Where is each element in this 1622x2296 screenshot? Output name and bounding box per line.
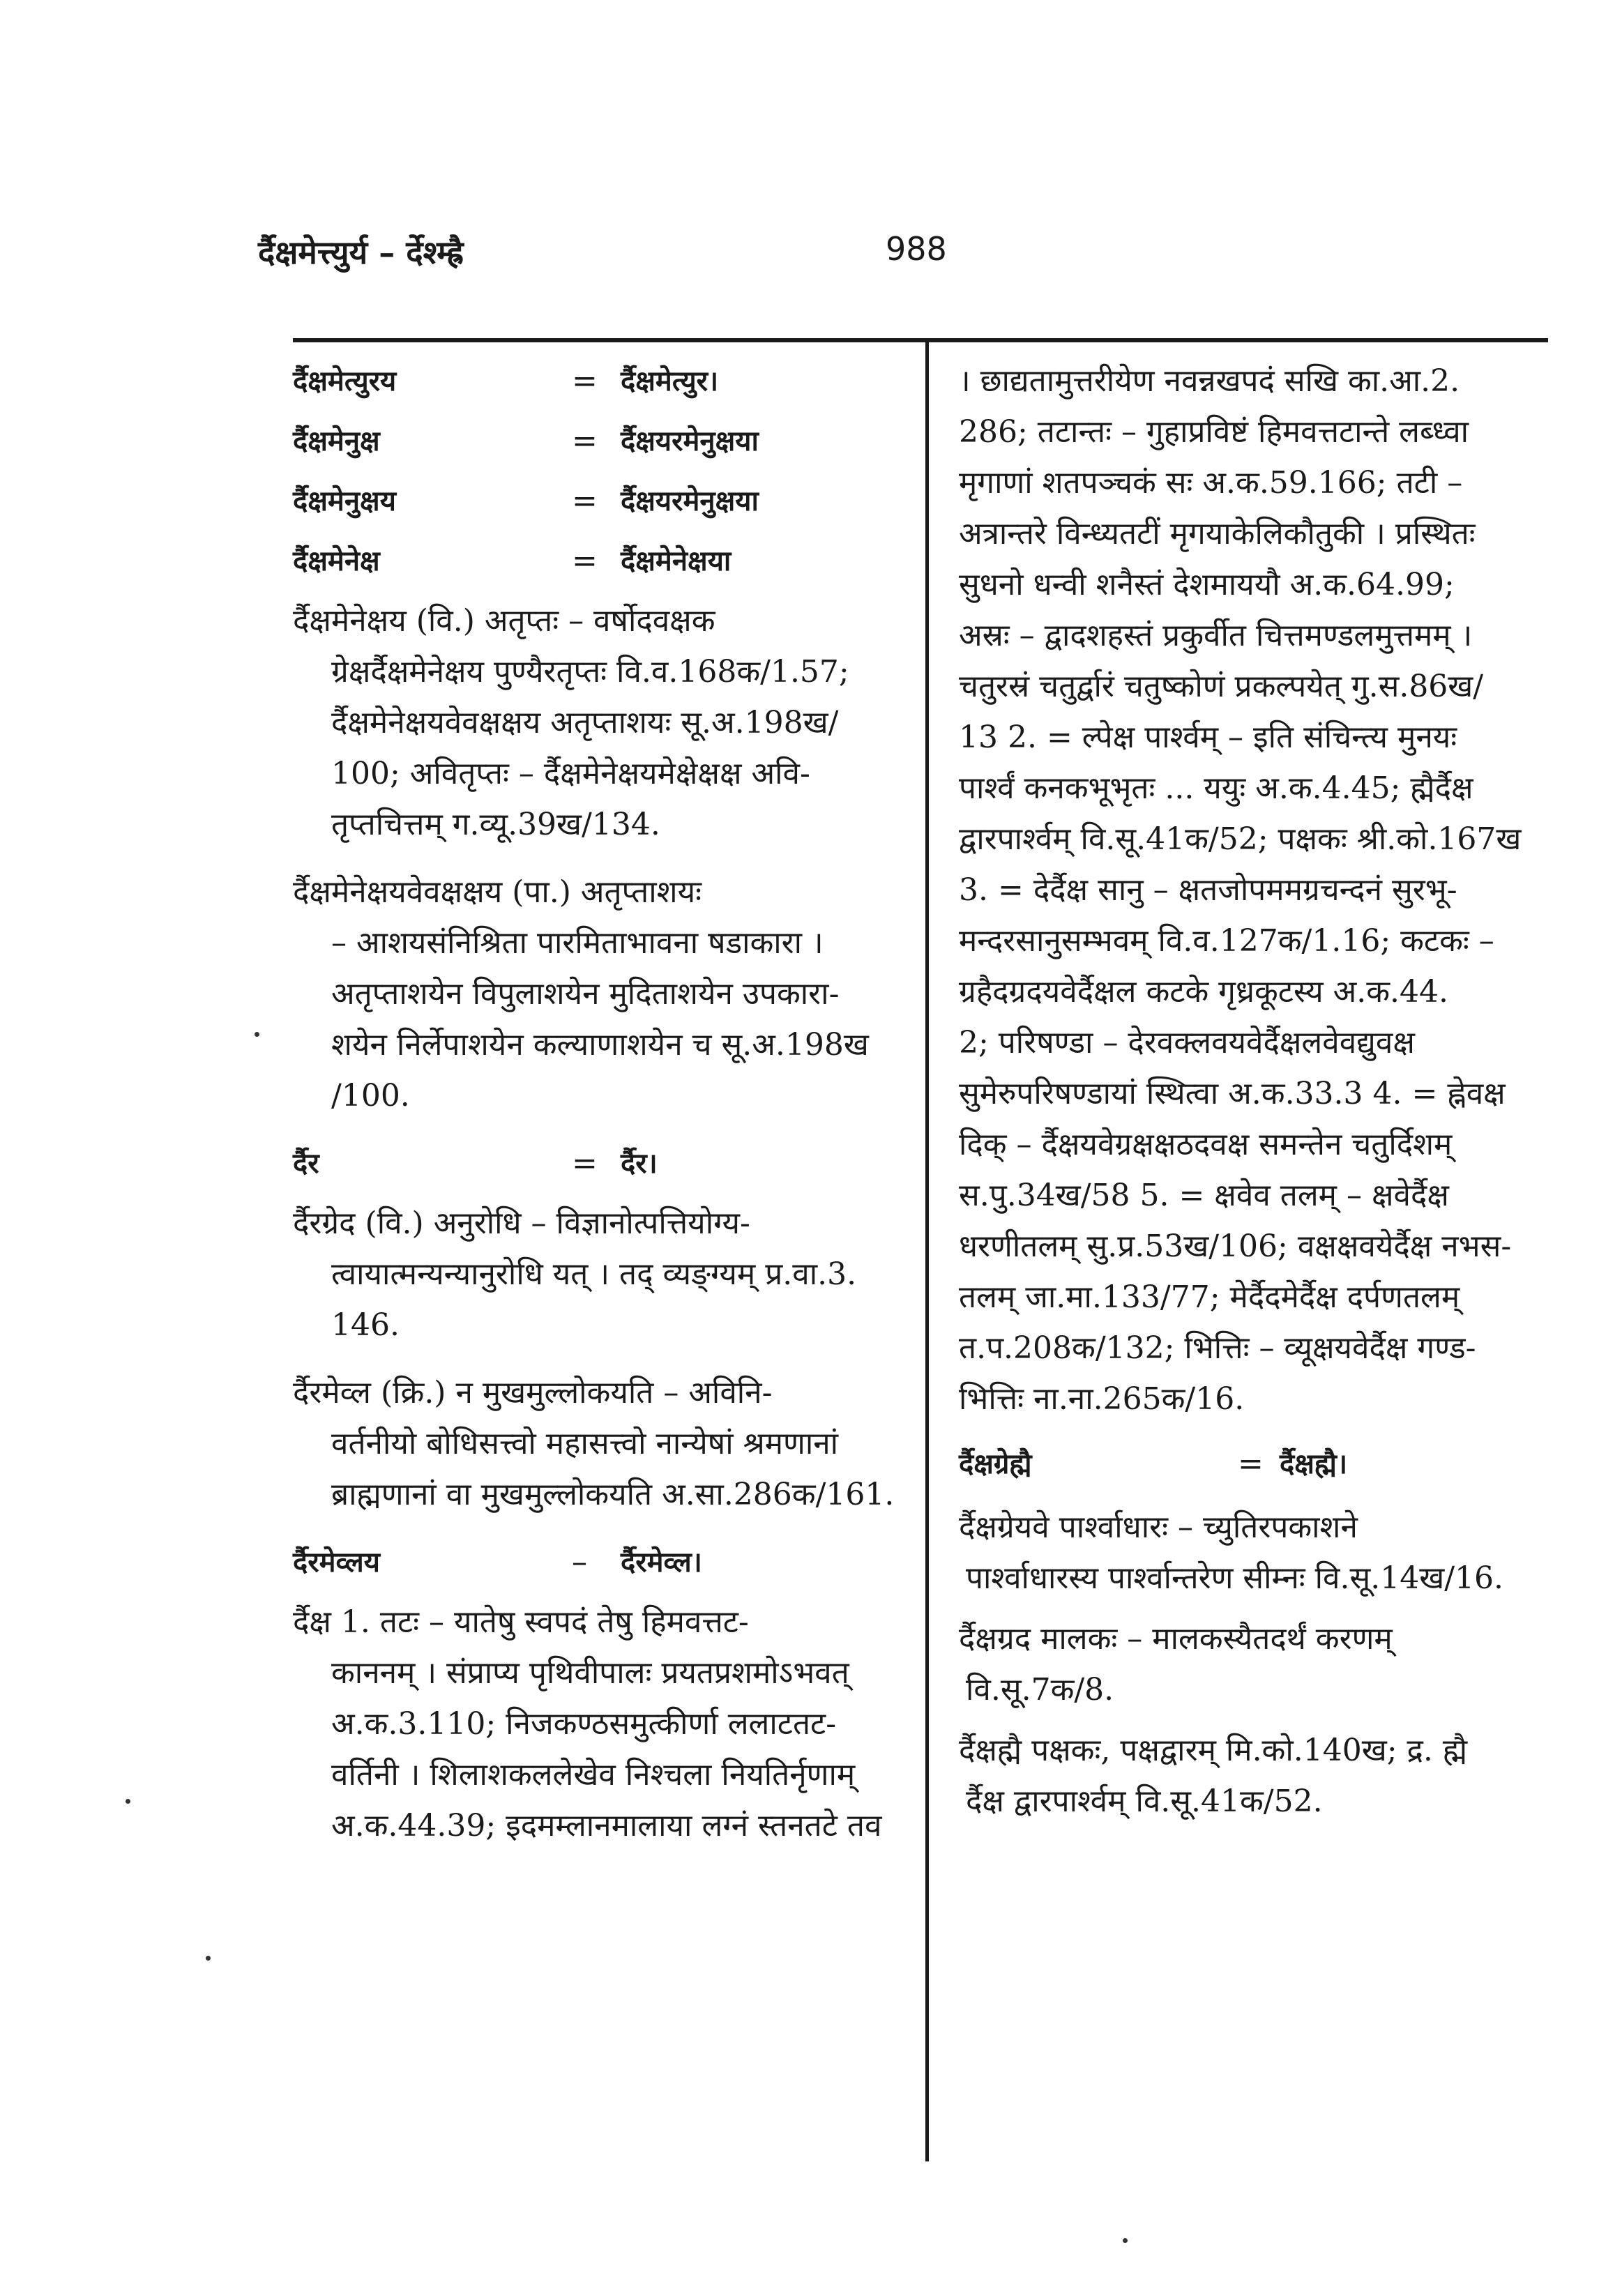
entry-line: मृगाणां शतपञ्चकं सः अ.क.59.166; तटी – — [959, 465, 1463, 501]
entry-line: वि.सू.7क/8. — [966, 1672, 1114, 1708]
entry-line: सुमेरुपरिषण्डायां स्थित्वा अ.क.33.3 4. = ह्नेवक्ष — [959, 1076, 1506, 1111]
headword: र्दैर — [293, 1147, 319, 1180]
entry-line: सुधनो धन्वी शनैस्तं देशमाययौ अ.क.64.99; — [959, 567, 1455, 602]
entry-line: र्दैक्षग्रेयवे पार्श्वाधारः – च्युतिरपकाशने — [959, 1510, 1358, 1545]
entry-line: शयेन निर्लेपाशयेन कल्याणाशयेन च सू.अ.198ख — [331, 1027, 869, 1063]
scan-speck — [1123, 2238, 1128, 2243]
dictionary-entry — [293, 1597, 907, 1851]
entry-line: मन्दरसानुसम्भवम् वि.व.127क/1.16; कटकः – — [959, 923, 1494, 959]
equals-sign: = — [572, 483, 598, 519]
xref-entry — [293, 416, 907, 466]
entry-line: 146. — [331, 1307, 400, 1343]
entry-line: अतृप्ताशयेन विपुलाशयेन मुदिताशयेन उपकारा- — [331, 976, 840, 1012]
entry-line: र्दैक्ष द्वारपार्श्वम् वि.सू.41क/52. — [966, 1784, 1323, 1819]
right-column — [959, 356, 1548, 1832]
entry-line: 100; अवितृप्तः – र्दैक्षमेनेक्षयमेक्षेक्षक्ष अवि- — [331, 756, 810, 791]
entry-line: /100. — [331, 1078, 410, 1113]
entry-line: ग्रहैदग्रदयवेर्दैक्षल कटके गृध्रकूटस्य अ.क.44. — [959, 974, 1448, 1010]
entry-line: धरणीतलम् सु.प्र.53ख/106; वक्षक्षवयेर्दैक्ष नभस- — [959, 1229, 1512, 1264]
entry-line: द्वारपार्श्वम् वि.सू.41क/52; पक्षकः श्री.को.167ख — [959, 821, 1522, 857]
equals-sign: = — [1238, 1446, 1264, 1482]
xref-entry — [293, 1537, 907, 1588]
dictionary-entry — [959, 1613, 1548, 1715]
equals-sign: = — [572, 423, 598, 459]
entry-line: भित्तिः ना.ना.265क/16. — [959, 1381, 1245, 1417]
entry-line: वर्तनीयो बोधिसत्त्वो महासत्त्वो नान्येषां श्रमणानां — [331, 1426, 839, 1461]
xref-target: र्दैक्षयरमेनुक्षया — [621, 425, 759, 457]
xref-target: र्दैक्षमेत्युर। — [621, 365, 719, 397]
headword: र्दैक्षग्रेह्मै — [959, 1447, 1032, 1480]
entry-line: । छाद्यतामुत्तरीयेण नवन्नखपदं सखि का.आ.2. — [959, 363, 1460, 399]
entry-line: तलम् जा.मा.133/77; मेर्दैदमेर्दैक्ष दर्पणतलम् — [959, 1279, 1460, 1315]
entry-line: अ.क.44.39; इदमम्लानमालाया लग्नं स्तनतटे तव — [331, 1808, 882, 1843]
scan-speck — [255, 1032, 259, 1037]
entry-line: र्दैक्षमेनेक्षयवेवक्षक्षय (पा.) अतृप्ताशयः — [293, 874, 702, 910]
entry-line: पार्श्वं कनकभूभृतः ... ययुः अ.क.4.45; ह्मैर्दैक्ष — [959, 770, 1473, 806]
headword: र्दैक्षमेनेक्ष — [293, 545, 380, 577]
headword: र्दैक्षमेनुक्षय — [293, 485, 396, 517]
entry-line: त.प.208क/132; भित्तिः – व्यूक्षयवेर्दैक्ष गण्ड- — [959, 1330, 1476, 1366]
entry-line: अ.क.3.110; निजकण्ठसमुत्कीर्णा ललाटतट- — [331, 1706, 837, 1742]
entry-line: अस्रः – द्वादशहस्तं प्रकुर्वीत चित्तमण्डलमुत्तमम् । — [959, 618, 1473, 653]
column-divider — [925, 342, 929, 2161]
equals-sign: = — [572, 1146, 598, 1181]
entry-line: र्दैक्षमेनेक्षयवेवक्षक्षय अतृप्ताशयः सू.अ.198ख/ — [331, 705, 839, 740]
equals-sign: = — [572, 363, 598, 399]
entry-line: र्दैक्षग्रद मालकः – मालकस्यैतदर्थं करणम् — [959, 1621, 1393, 1657]
xref-entry — [293, 476, 907, 526]
entry-line: तृप्तचित्तम् ग.व्यू.39ख/134. — [331, 807, 660, 842]
dictionary-entry — [293, 595, 907, 850]
entry-line: स.पु.34ख/58 5. = क्षवेव तलम् – क्षवेर्दैक्ष — [959, 1178, 1449, 1213]
running-header: र्दैक्षमेत्त्युर्य – र्देश्म्ह्रै — [258, 234, 464, 271]
entry-line: र्दैक्षमेनेक्षय (वि.) अतृप्तः – वर्षोदवक्षक — [293, 603, 715, 639]
entry-line: 3. = देर्दैक्ष सानु – क्षतजोपममग्रचन्दनं सुरभू- — [959, 872, 1457, 908]
xref-target: र्दैक्षमेनेक्षया — [621, 545, 732, 577]
xref-entry — [293, 356, 907, 406]
entry-line: चतुरस्रं चतुर्द्वारं चतुष्कोणं प्रकल्पयेत् गु.स.86ख/ — [959, 669, 1484, 704]
dictionary-entry — [293, 1198, 907, 1351]
xref-target: र्दैरमेव्ल। — [621, 1546, 702, 1579]
page-number: 988 — [886, 230, 947, 268]
entry-line: त्वायात्मन्यन्यानुरोधि यत् । तद् व्यङ्ग्यम् प्र.वा.3. — [331, 1256, 857, 1292]
entry-line: र्दैरमेव्ल (क्रि.) न मुखमुल्लोकयति – अविनि- — [293, 1375, 773, 1411]
entry-line: – आशयसंनिश्रिता पारमिताभावना षडाकारा । — [331, 925, 824, 961]
entry-line: र्दैक्षह्मै पक्षकः, पक्षद्वारम् मि.को.140ख; द्र. ह्मै — [959, 1733, 1468, 1768]
xref-entry — [959, 1438, 1548, 1489]
entry-line: पार्श्वाधारस्य पार्श्वान्तरेण सीम्नः वि.सू.14ख/16. — [966, 1560, 1504, 1596]
entry-line: 2; परिषण्डा – देरवक्लवयवेर्दैक्षलवेवद्युवक्ष — [959, 1025, 1415, 1060]
headword: र्दैक्षमेनुक्ष — [293, 425, 380, 457]
continued-entry — [959, 356, 1548, 1424]
headword: र्दैरमेव्लय — [293, 1546, 380, 1579]
left-column — [293, 356, 907, 1868]
scan-speck — [206, 1956, 211, 1961]
entry-line: ग्रेक्षर्दैक्षमेनेक्षय पुण्यैरतृप्तः वि.व.168क/1.57; — [331, 654, 849, 690]
entry-line: दिक् – र्दैक्षयवेग्रक्षक्षठदवक्ष समन्तेन चतुर्दिशम् — [959, 1127, 1453, 1162]
xref-entry — [293, 1138, 907, 1189]
scan-speck — [126, 1799, 130, 1804]
xref-target: र्दैक्षह्मै। — [1280, 1447, 1348, 1480]
xref-target: र्दैर। — [621, 1147, 658, 1180]
entry-line: वर्तिनी । शिलाशकललेखेव निश्चला नियतिर्नृणाम् — [331, 1757, 856, 1793]
headword: र्दैक्षमेत्युरय — [293, 365, 397, 397]
entry-line: 13 2. = ल्पेक्ष पार्श्वम् – इति संचिन्त्य मुनयः — [959, 720, 1457, 755]
equals-sign: = — [572, 543, 598, 579]
xref-entry — [293, 535, 907, 586]
xref-target: र्दैक्षयरमेनुक्षया — [621, 485, 759, 517]
entry-line: र्दैरग्रेद (वि.) अनुरोधि – विज्ञानोत्पत्तियोग्य- — [293, 1206, 750, 1241]
dash-sign: – — [572, 1544, 587, 1580]
dictionary-entry — [959, 1725, 1548, 1827]
entry-line: 286; तटान्तः – गुहाप्रविष्टं हिमवत्तटान्ते लब्ध्वा — [959, 414, 1469, 450]
entry-line: अत्रान्तरे विन्ध्यतटीं मृगयाकेलिकौतुकी । प्रस्थितः — [959, 516, 1476, 552]
header-rule — [293, 338, 1548, 342]
dictionary-entry — [293, 1367, 907, 1520]
entry-line: काननम् । संप्राप्य पृथिवीपालः प्रयतप्रशमोऽभवत् — [331, 1655, 849, 1691]
dictionary-entry — [293, 867, 907, 1121]
dictionary-entry — [959, 1502, 1548, 1604]
entry-line: र्दैक्ष 1. तटः – यातेषु स्वपदं तेषु हिमवत्तट- — [293, 1604, 749, 1640]
entry-line: ब्राह्मणानां वा मुखमुल्लोकयति अ.सा.286क/161. — [331, 1477, 895, 1512]
